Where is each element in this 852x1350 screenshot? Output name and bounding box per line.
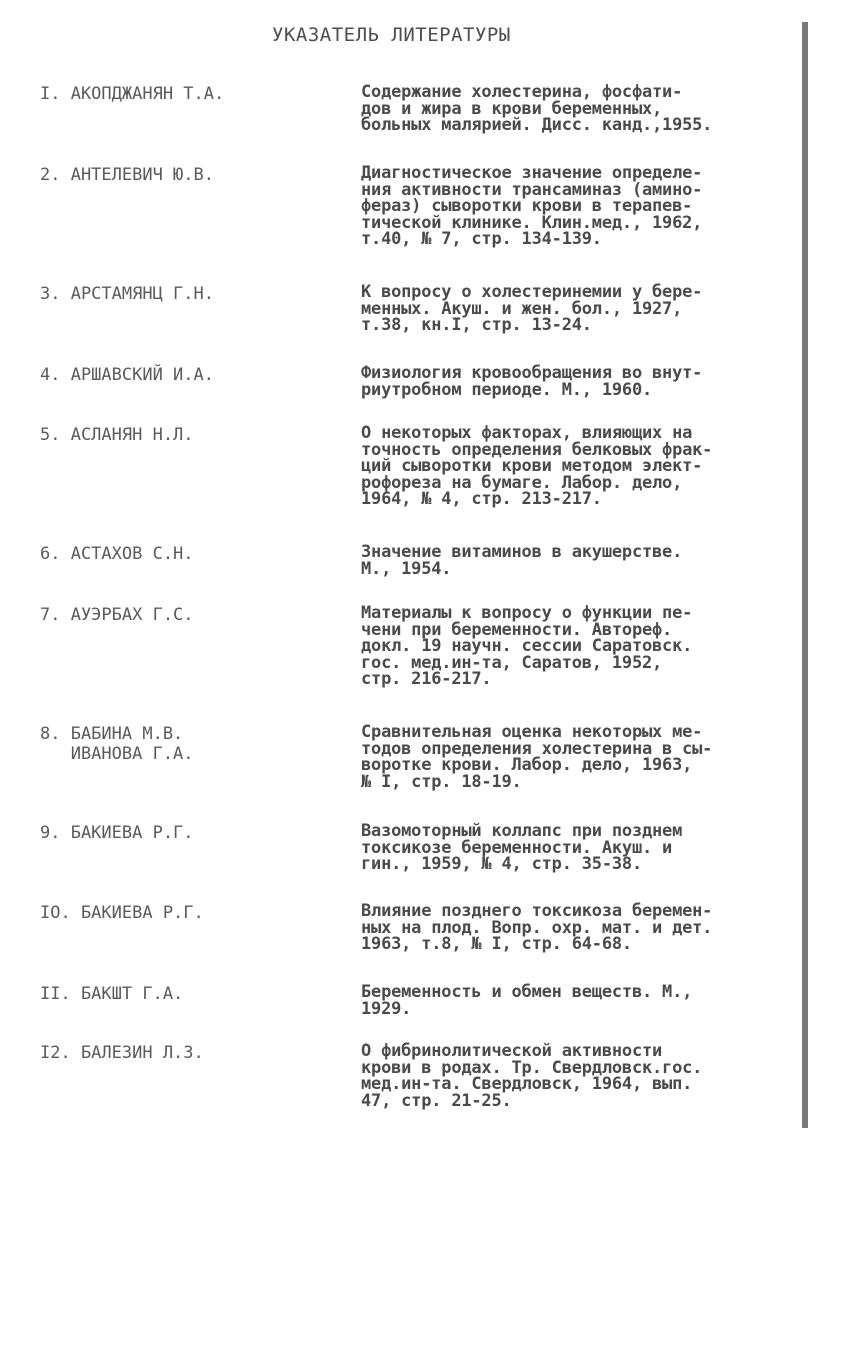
- entry-author: 3. АРСТАМЯНЦ Г.Н.: [40, 284, 214, 304]
- entry-reference: К вопросу о холестеринемии у бере- менных. Акуш. и жен. бол., 1927, т.38, кн.I, стр. 13-24.: [361, 282, 703, 335]
- entry-reference: Значение витаминов в акушерстве. М., 1954.: [361, 542, 683, 579]
- entry-author: 6. АСТАХОВ С.Н.: [40, 544, 194, 564]
- entry-author: I2. БАЛЕЗИН Л.З.: [40, 1043, 204, 1063]
- page-title: УКАЗАТЕЛЬ ЛИТЕРАТУРЫ: [272, 24, 511, 46]
- entry-reference: О некоторых факторах, влияющих на точность определения белковых фрак- ций сыворотки крови методом элект- рофореза на бумаге. Лабор. дело, 1964, № 4, стр. 213-217.: [361, 423, 713, 509]
- entry-reference: Материалы к вопросу о функции пе- чени при беременности. Автореф. докл. 19 научн. сессии Саратовск. гос. мед.ин-та, Саратов, 1952, стр. 216-217.: [361, 603, 693, 689]
- entry-reference: Физиология кровообращения во внут- риутробном периоде. М., 1960.: [361, 363, 703, 400]
- entry-reference: Вазомоторный коллапс при позднем токсикозе беременности. Акуш. и гин., 1959, № 4, стр. 35-38.: [361, 821, 683, 874]
- entry-author: 9. БАКИЕВА Р.Г.: [40, 823, 194, 843]
- entry-author: I. АКОПДЖАНЯН Т.А.: [40, 84, 225, 104]
- entry-author: 2. АНТЕЛЕВИЧ Ю.В.: [40, 165, 214, 185]
- entry-author: IO. БАКИЕВА Р.Г.: [40, 903, 204, 923]
- entry-reference: Беременность и обмен веществ. М., 1929.: [361, 982, 693, 1019]
- entry-author: II. БАКШТ Г.А.: [40, 984, 184, 1004]
- entry-reference: Сравнительная оценка некоторых ме- тодов определения холестерина в сы- воротке крови. Лабор. дело, 1963, № I, стр. 18-19.: [361, 722, 713, 792]
- entry-reference: Содержание холестерина, фосфати- дов и жира в крови беременных, больных малярией. Дисс. канд.,1955.: [361, 82, 713, 135]
- entry-author: 5. АСЛАНЯН Н.Л.: [40, 425, 194, 445]
- entry-author: 7. АУЭРБАХ Г.С.: [40, 605, 194, 625]
- entry-reference: Диагностическое значение определе- ния активности трансаминаз (амино- фераз) сыворотки крови в терапев- тической клинике. Клин.мед., 1962, т.40, № 7, стр. 134-139.: [361, 163, 703, 249]
- entry-author: 8. БАБИНА М.В. ИВАНОВА Г.А.: [40, 724, 194, 764]
- entry-reference: Влияние позднего токсикоза беремен- ных на плод. Вопр. охр. мат. и дет. 1963, т.8, № I, стр. 64-68.: [361, 901, 713, 954]
- entry-reference: О фибринолитической активности крови в родах. Тр. Свердловск.гос. мед.ин-та. Свердловск, 1964, вып. 47, стр. 21-25.: [361, 1041, 703, 1111]
- page-edge-rule: [802, 22, 808, 1128]
- entry-author: 4. АРШАВСКИЙ И.А.: [40, 365, 214, 385]
